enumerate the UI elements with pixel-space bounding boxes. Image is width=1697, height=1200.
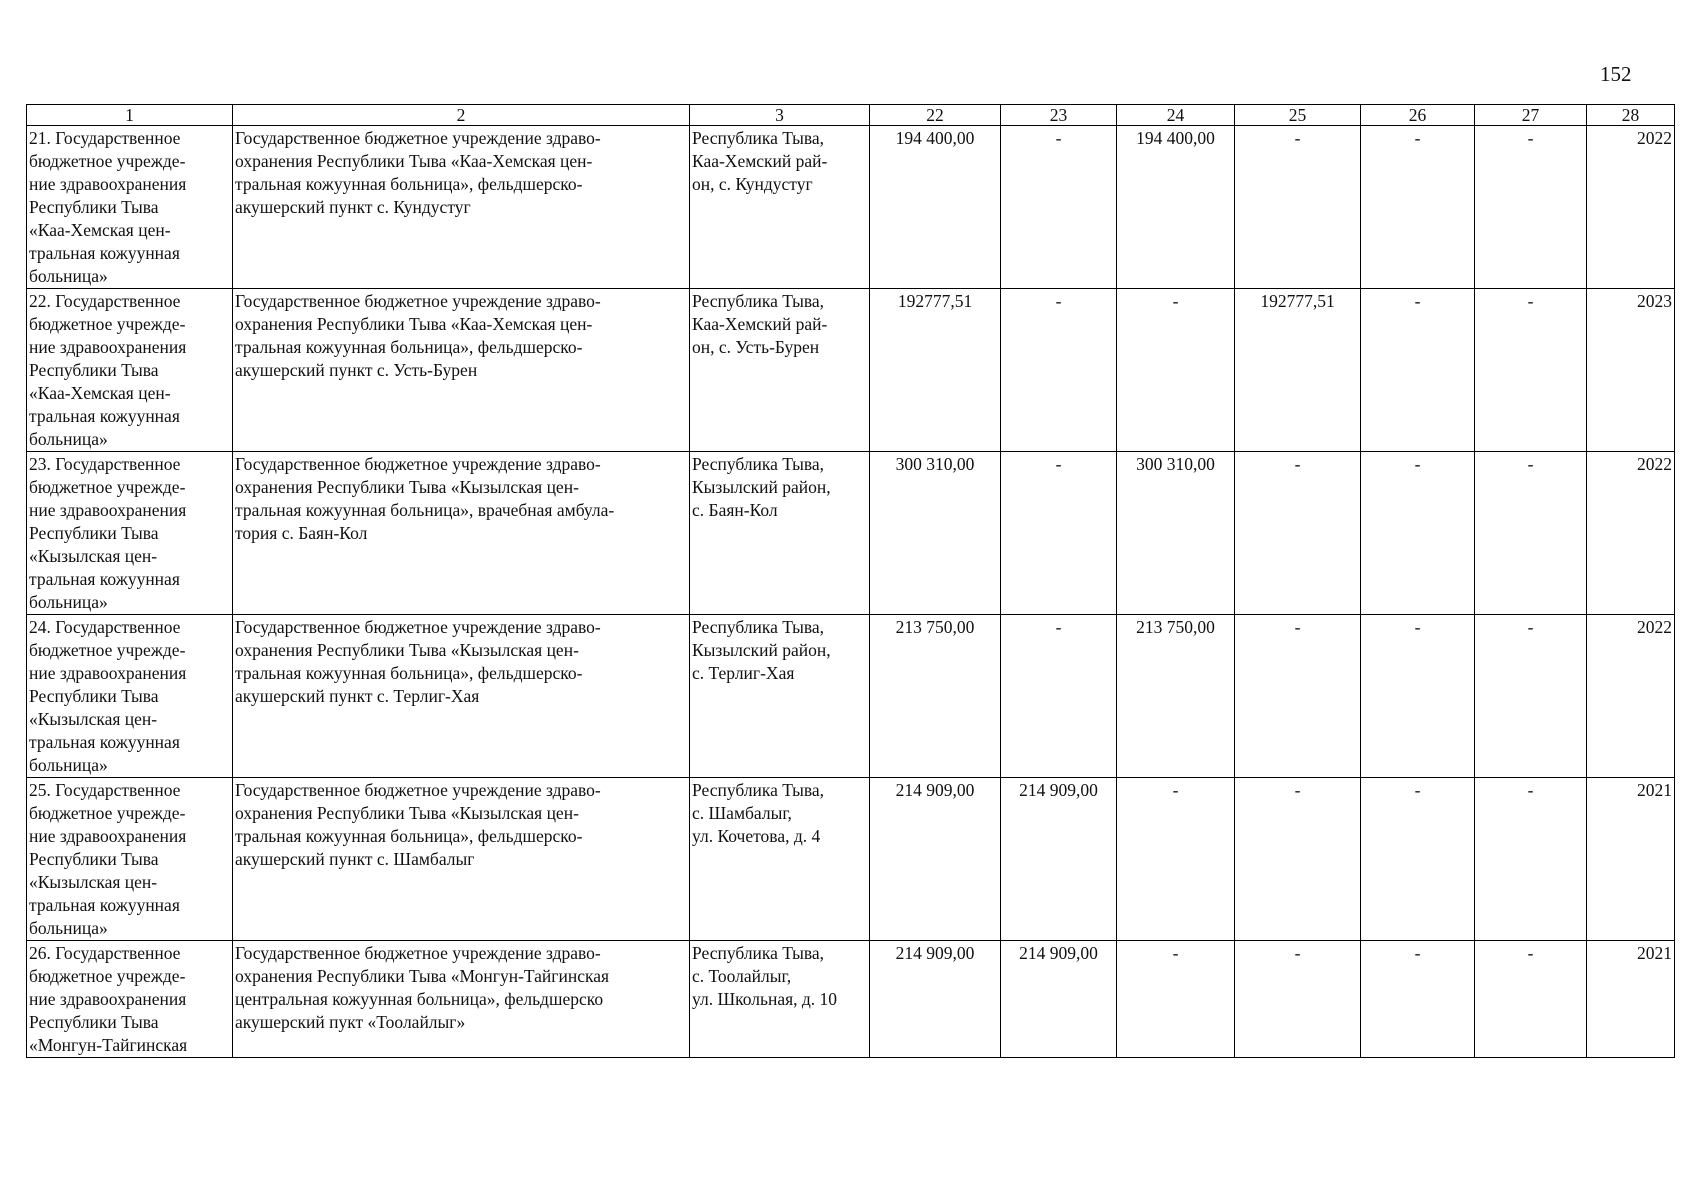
address-cell: Республика Тыва, Кызылский район, с. Баян-Кол	[690, 452, 870, 615]
page-number: 152	[1600, 62, 1632, 86]
address-cell: Республика Тыва, с. Тоолайлыг, ул. Школьная, д. 10	[690, 941, 870, 1058]
year-cell: 2021	[1587, 778, 1675, 941]
value-cell-24: -	[1117, 941, 1235, 1058]
owner-cell: 22. Государственное бюджетное учрежде- ние здравоохранения Республики Тыва «Каа-Хемская цен- тральная кожуунная больница»	[27, 289, 233, 452]
value-cell-22: 214 909,00	[870, 941, 1001, 1058]
year-cell: 2022	[1587, 615, 1675, 778]
column-header: 3	[690, 105, 870, 126]
table-row	[27, 615, 1675, 778]
value-cell-27: -	[1475, 941, 1587, 1058]
table-row	[27, 126, 1675, 289]
value-cell-25: -	[1235, 778, 1361, 941]
value-cell-27: -	[1475, 289, 1587, 452]
column-header: 23	[1001, 105, 1117, 126]
value-cell-22: 214 909,00	[870, 778, 1001, 941]
value-cell-24: -	[1117, 778, 1235, 941]
value-cell-22: 300 310,00	[870, 452, 1001, 615]
value-cell-23: -	[1001, 126, 1117, 289]
value-cell-23: 214 909,00	[1001, 941, 1117, 1058]
column-header: 25	[1235, 105, 1361, 126]
object-cell: Государственное бюджетное учреждение здраво- охранения Республики Тыва «Кызылская цен- тральная кожуунная больница», фельдшерско- акушерский пункт с. Терлиг-Хая	[233, 615, 690, 778]
column-header: 2	[233, 105, 690, 126]
value-cell-24: 300 310,00	[1117, 452, 1235, 615]
header-row	[27, 105, 1675, 126]
value-cell-25: -	[1235, 615, 1361, 778]
column-header: 1	[27, 105, 233, 126]
table-row	[27, 941, 1675, 1058]
value-cell-27: -	[1475, 126, 1587, 289]
object-cell: Государственное бюджетное учреждение здраво- охранения Республики Тыва «Каа-Хемская цен- тральная кожуунная больница», фельдшерско- акушерский пункт с. Кундустуг	[233, 126, 690, 289]
year-cell: 2022	[1587, 452, 1675, 615]
value-cell-26: -	[1361, 452, 1475, 615]
column-header: 24	[1117, 105, 1235, 126]
value-cell-27: -	[1475, 615, 1587, 778]
value-cell-24: 194 400,00	[1117, 126, 1235, 289]
address-cell: Республика Тыва, Кызылский район, с. Терлиг-Хая	[690, 615, 870, 778]
object-cell: Государственное бюджетное учреждение здраво- охранения Республики Тыва «Каа-Хемская цен- тральная кожуунная больница», фельдшерско- акушерский пункт с. Усть-Бурен	[233, 289, 690, 452]
value-cell-22: 192777,51	[870, 289, 1001, 452]
column-header: 22	[870, 105, 1001, 126]
owner-cell: 23. Государственное бюджетное учрежде- ние здравоохранения Республики Тыва «Кызылская цен- тральная кожуунная больница»	[27, 452, 233, 615]
value-cell-26: -	[1361, 126, 1475, 289]
address-cell: Республика Тыва, Каа-Хемский рай- он, с. Кундустуг	[690, 126, 870, 289]
column-header: 27	[1475, 105, 1587, 126]
address-cell: Республика Тыва, Каа-Хемский рай- он, с. Усть-Бурен	[690, 289, 870, 452]
register-table	[26, 104, 1675, 1058]
owner-cell: 24. Государственное бюджетное учрежде- ние здравоохранения Республики Тыва «Кызылская цен- тральная кожуунная больница»	[27, 615, 233, 778]
owner-cell: 21. Государственное бюджетное учрежде- ние здравоохранения Республики Тыва «Каа-Хемская цен- тральная кожуунная больница»	[27, 126, 233, 289]
table-row	[27, 778, 1675, 941]
value-cell-27: -	[1475, 778, 1587, 941]
value-cell-24: 213 750,00	[1117, 615, 1235, 778]
value-cell-23: 214 909,00	[1001, 778, 1117, 941]
address-cell: Республика Тыва, с. Шамбалыг, ул. Кочетова, д. 4	[690, 778, 870, 941]
owner-cell: 25. Государственное бюджетное учрежде- ние здравоохранения Республики Тыва «Кызылская цен- тральная кожуунная больница»	[27, 778, 233, 941]
value-cell-26: -	[1361, 615, 1475, 778]
year-cell: 2023	[1587, 289, 1675, 452]
year-cell: 2022	[1587, 126, 1675, 289]
object-cell: Государственное бюджетное учреждение здраво- охранения Республики Тыва «Кызылская цен- тральная кожуунная больница», врачебная амбула- тория с. Баян-Кол	[233, 452, 690, 615]
value-cell-26: -	[1361, 778, 1475, 941]
value-cell-25: -	[1235, 452, 1361, 615]
value-cell-23: -	[1001, 452, 1117, 615]
value-cell-23: -	[1001, 615, 1117, 778]
value-cell-26: -	[1361, 289, 1475, 452]
value-cell-22: 213 750,00	[870, 615, 1001, 778]
owner-cell: 26. Государственное бюджетное учрежде- ние здравоохранения Республики Тыва «Монгун-Тайгинская	[27, 941, 233, 1058]
year-cell: 2021	[1587, 941, 1675, 1058]
value-cell-25: 192777,51	[1235, 289, 1361, 452]
value-cell-24: -	[1117, 289, 1235, 452]
table-row	[27, 452, 1675, 615]
column-header: 26	[1361, 105, 1475, 126]
value-cell-26: -	[1361, 941, 1475, 1058]
value-cell-27: -	[1475, 452, 1587, 615]
value-cell-22: 194 400,00	[870, 126, 1001, 289]
column-header: 28	[1587, 105, 1675, 126]
value-cell-23: -	[1001, 289, 1117, 452]
object-cell: Государственное бюджетное учреждение здраво- охранения Республики Тыва «Кызылская цен- тральная кожуунная больница», фельдшерско- акушерский пункт с. Шамбалыг	[233, 778, 690, 941]
object-cell: Государственное бюджетное учреждение здраво- охранения Республики Тыва «Монгун-Тайгинская центральная кожуунная больница», фельдшерско акушерский пукт «Тоолайлыг»	[233, 941, 690, 1058]
value-cell-25: -	[1235, 941, 1361, 1058]
value-cell-25: -	[1235, 126, 1361, 289]
table-row	[27, 289, 1675, 452]
